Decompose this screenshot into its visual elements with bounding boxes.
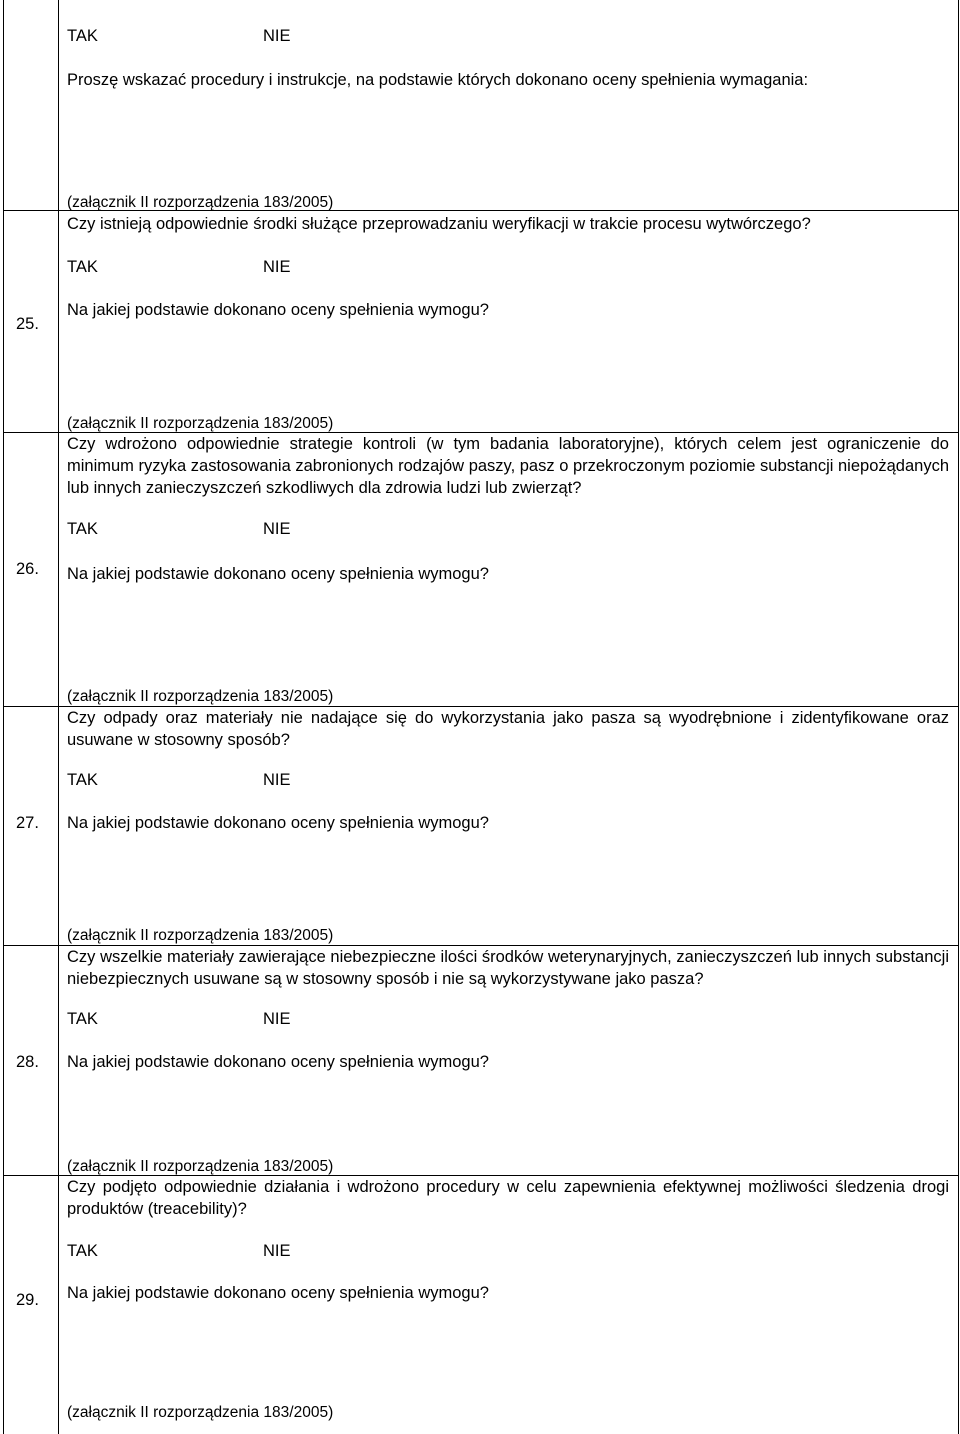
- assessment-basis-prompt: Na jakiej podstawie dokonano oceny spełnienia wymogu?: [67, 814, 489, 832]
- tak-option[interactable]: TAK: [67, 771, 98, 789]
- tak-option[interactable]: TAK: [67, 1242, 98, 1260]
- tak-option[interactable]: TAK: [67, 1010, 98, 1028]
- regulation-reference: (załącznik II rozporządzenia 183/2005): [67, 194, 334, 211]
- assessment-basis-prompt: Na jakiej podstawie dokonano oceny spełnienia wymogu?: [67, 301, 489, 319]
- nie-option[interactable]: NIE: [263, 258, 291, 276]
- question-text: Czy odpady oraz materiały nie nadające się do wykorzystania jako pasza są wyodrębnione i zidentyfikowane oraz usuwane w stosowny sposób?: [67, 709, 949, 749]
- nie-option[interactable]: NIE: [263, 27, 291, 45]
- nie-option[interactable]: NIE: [263, 1010, 291, 1028]
- assessment-basis-prompt: Na jakiej podstawie dokonano oceny spełnienia wymogu?: [67, 565, 489, 583]
- regulation-reference: (załącznik II rozporządzenia 183/2005): [67, 415, 334, 432]
- question-number: 25.: [16, 315, 39, 333]
- tak-option[interactable]: TAK: [67, 520, 98, 538]
- question-text: Czy podjęto odpowiednie działania i wdrożono procedury w celu zapewnienia efektywnej możliwości śledzenia drogi produktów (treacebility)?: [67, 1178, 949, 1218]
- question-number: 29.: [16, 1291, 39, 1309]
- regulation-reference: (załącznik II rozporządzenia 183/2005): [67, 688, 334, 705]
- regulation-reference: (załącznik II rozporządzenia 183/2005): [67, 927, 334, 944]
- number-column-divider: [58, 0, 59, 1434]
- regulation-reference: (załącznik II rozporządzenia 183/2005): [67, 1404, 334, 1421]
- procedures-prompt: Proszę wskazać procedury i instrukcje, na podstawie których dokonano oceny spełnienia wymagania:: [67, 71, 809, 89]
- question-number: 28.: [16, 1053, 39, 1071]
- question-text: Czy istnieją odpowiednie środki służące przeprowadzaniu weryfikacji w trakcie procesu wytwórczego?: [67, 215, 811, 233]
- question-text: Czy wszelkie materiały zawierające niebezpieczne ilości środków weterynaryjnych, zanieczyszczeń lub innych substancji niebezpiecznych usuwane są w stosowny sposób i nie są wykorzystywane jako pasza?: [67, 948, 949, 988]
- regulation-reference: (załącznik II rozporządzenia 183/2005): [67, 1158, 334, 1175]
- tak-option[interactable]: TAK: [67, 258, 98, 276]
- question-text: Czy wdrożono odpowiednie strategie kontroli (w tym badania laboratoryjne), których celem jest ograniczenie do minimum ryzyka zastosowania zabronionych rodzajów paszy, pasz o przekroczonym poziomie substancji niepożądanych lub innych zanieczyszczeń szkodliwych dla zdrowia ludzi lub zwierząt?: [67, 435, 949, 497]
- nie-option[interactable]: NIE: [263, 771, 291, 789]
- assessment-basis-prompt: Na jakiej podstawie dokonano oceny spełnienia wymogu?: [67, 1053, 489, 1071]
- question-number: 26.: [16, 560, 39, 578]
- question-number: 27.: [16, 814, 39, 832]
- tak-option[interactable]: TAK: [67, 27, 98, 45]
- nie-option[interactable]: NIE: [263, 520, 291, 538]
- assessment-basis-prompt: Na jakiej podstawie dokonano oceny spełnienia wymogu?: [67, 1284, 489, 1302]
- nie-option[interactable]: NIE: [263, 1242, 291, 1260]
